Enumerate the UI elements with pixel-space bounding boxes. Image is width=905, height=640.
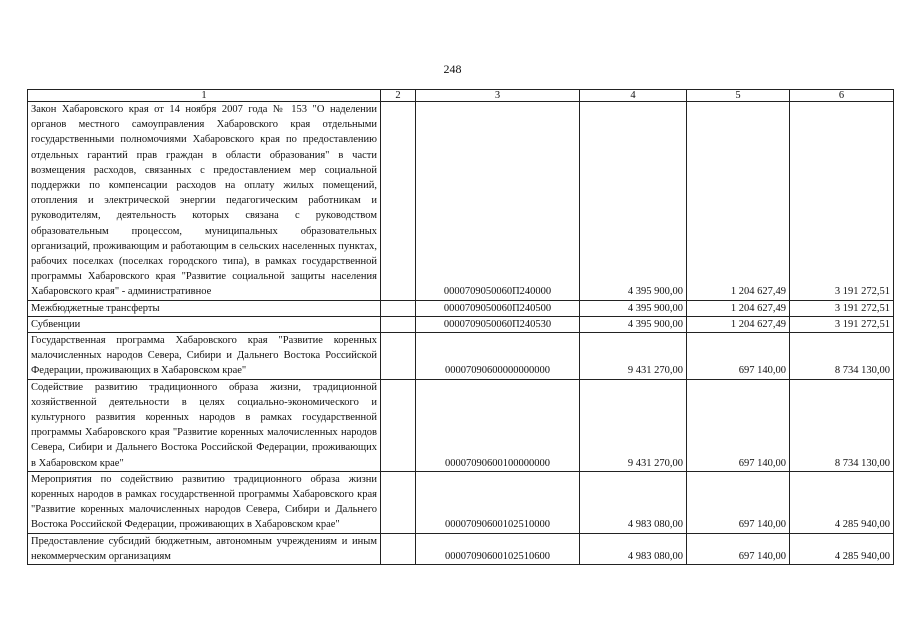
col6-cell: 4 285 940,00 <box>790 533 894 564</box>
total-cell: 4 983 080,00 <box>580 533 687 564</box>
table-row <box>28 300 894 316</box>
total-cell: 9 431 270,00 <box>580 333 687 380</box>
code-cell: 0000709050060П240000 <box>416 102 580 301</box>
table-row <box>28 333 894 380</box>
row-name-cell: Субвенции <box>28 316 381 332</box>
header-cell: 4 <box>580 90 687 102</box>
table-row <box>28 379 894 471</box>
total-cell: 4 983 080,00 <box>580 471 687 533</box>
col2-cell <box>381 471 416 533</box>
col2-cell <box>381 379 416 471</box>
table-row <box>28 316 894 332</box>
col5-cell: 697 140,00 <box>687 333 790 380</box>
col5-cell: 697 140,00 <box>687 533 790 564</box>
col6-cell: 3 191 272,51 <box>790 102 894 301</box>
col5-cell: 697 140,00 <box>687 471 790 533</box>
col5-cell: 697 140,00 <box>687 379 790 471</box>
col6-cell: 3 191 272,51 <box>790 300 894 316</box>
code-cell: 0000709050060П240530 <box>416 316 580 332</box>
row-name-cell: Межбюджетные трансферты <box>28 300 381 316</box>
col5-cell: 1 204 627,49 <box>687 300 790 316</box>
col2-cell <box>381 102 416 301</box>
header-row <box>28 90 894 102</box>
header-cell: 2 <box>381 90 416 102</box>
col6-cell: 8 734 130,00 <box>790 333 894 380</box>
header-cell: 3 <box>416 90 580 102</box>
total-cell: 4 395 900,00 <box>580 102 687 301</box>
col5-cell: 1 204 627,49 <box>687 102 790 301</box>
col6-cell: 3 191 272,51 <box>790 316 894 332</box>
row-name-cell: Государственная программа Хабаровского края "Развитие коренных малочисленных народов Севера, Сибири и Дальнего Востока Российской Федерации, проживающих в Хабаровском крае" <box>28 333 381 380</box>
budget-table <box>27 89 894 565</box>
col2-cell <box>381 533 416 564</box>
code-cell: 00007090600102510000 <box>416 471 580 533</box>
col2-cell <box>381 333 416 380</box>
table-row <box>28 471 894 533</box>
code-cell: 00007090600100000000 <box>416 379 580 471</box>
col2-cell <box>381 300 416 316</box>
total-cell: 4 395 900,00 <box>580 300 687 316</box>
code-cell: 00007090600000000000 <box>416 333 580 380</box>
row-name-cell: Предоставление субсидий бюджетным, автономным учреждениям и иным некоммерческим организациям <box>28 533 381 564</box>
col6-cell: 8 734 130,00 <box>790 379 894 471</box>
table-row <box>28 533 894 564</box>
header-cell: 6 <box>790 90 894 102</box>
page-number: 248 <box>443 62 462 76</box>
header-cell: 5 <box>687 90 790 102</box>
col5-cell: 1 204 627,49 <box>687 316 790 332</box>
row-name-cell: Закон Хабаровского края от 14 ноября 2007 года № 153 "О наделении органов местного самоуправления Хабаровского края отдельными государственными полномочиями Хабаровского края по предоставлению отдельных гарантий прав граждан в области образования" в части возмещения расходов, связанных с предоставлением мер социальной поддержки по компенсации расходов на оплату жилых помещений, отопления и электрической энергии педагогическим работникам и руководителям, деятельность которых связана с руководством образовательным процессом, муниципальных образовательных организаций, проживающим и работающим в сельских населенных пунктах, рабочих поселках (поселках городского типа), в рамках государственной программы Хабаровского края "Развитие социальной защиты населения Хабаровского края" - административное <box>28 102 381 301</box>
code-cell: 00007090600102510600 <box>416 533 580 564</box>
row-name-cell: Содействие развитию традиционного образа жизни, традиционной хозяйственной деятельности в целях социально-экономического и культурного развития коренных народов в рамках государственной программы Хабаровского края "Развитие коренных малочисленных народов Севера, Сибири и Дальнего Востока Российской Федерации, проживающих в Хабаровском крае" <box>28 379 381 471</box>
total-cell: 9 431 270,00 <box>580 379 687 471</box>
col2-cell <box>381 316 416 332</box>
code-cell: 0000709050060П240500 <box>416 300 580 316</box>
total-cell: 4 395 900,00 <box>580 316 687 332</box>
table-row <box>28 102 894 301</box>
col6-cell: 4 285 940,00 <box>790 471 894 533</box>
row-name-cell: Мероприятия по содействию развитию традиционного образа жизни коренных народов в рамках государственной программы Хабаровского края "Развитие коренных малочисленных народов Севера, Сибири и Дальнего Востока Российской Федерации, проживающих в Хабаровском крае" <box>28 471 381 533</box>
header-cell: 1 <box>28 90 381 102</box>
